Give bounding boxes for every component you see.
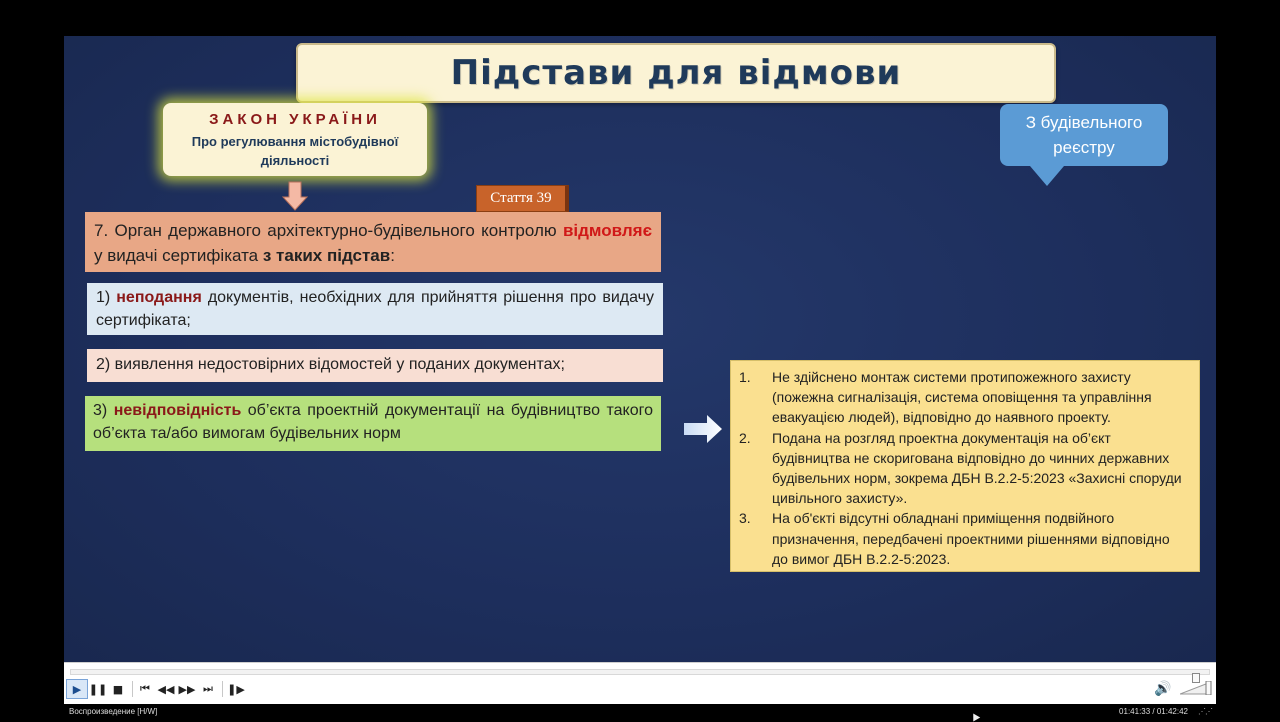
fast-forward-button[interactable]: ▶▶ (178, 682, 196, 696)
ground-item (85, 396, 661, 451)
stop-button[interactable]: ■ (112, 682, 124, 696)
right-arrow-icon (683, 414, 723, 444)
rule-bold: з таких підстав (262, 246, 391, 265)
toolbar-separator (132, 681, 133, 697)
ground-keyword: невідповідність (113, 402, 242, 419)
article-badge: Стаття 39 (476, 185, 569, 212)
finding-number: 1. (739, 369, 751, 385)
law-subtitle: Про регулювання містобудівної діяльності (191, 134, 399, 168)
callout-pointer (1030, 166, 1064, 186)
rule-emphasis: відмовляє (562, 221, 652, 240)
down-arrow-icon (282, 181, 308, 211)
rewind-button[interactable]: ◀◀ (157, 682, 175, 696)
seek-bar[interactable] (70, 669, 1210, 675)
ground-prefix: 1) (96, 289, 117, 306)
previous-button[interactable]: ⏮ (140, 682, 150, 695)
slide-title: Підстави для відмови (450, 53, 902, 93)
finding-text: Не здійснено монтаж системи протипожежного захисту (пожежна сигналізація, система оповіщення та управління евакуацією людей), відповідно до наявного проекту. (772, 369, 1152, 426)
finding-item (739, 367, 1189, 428)
registry-callout: З будівельного реєстру (1000, 104, 1168, 166)
ground-item (87, 283, 663, 335)
ground-text: об’єкта проектній документації на будівництво такого об’єкта та/або вимогам будівельних норм (93, 402, 654, 442)
playback-status: Воспроизведение [H/W] (69, 707, 158, 716)
slide-title-box (296, 43, 1056, 103)
finding-text: Подана на розгляд проектна документація на об’єкт будівництва не скоригована відповідно до чинних державних будівельних норм, зокрема ДБН В.2.2-5:2023 «Захисні споруди цивільного захисту». (772, 429, 1182, 507)
ground-keyword: неподання (116, 289, 202, 306)
volume-slider[interactable] (1180, 681, 1212, 695)
findings-list (739, 367, 1189, 569)
finding-number: 3. (739, 510, 751, 527)
ground-item (87, 349, 663, 382)
rule-text-2: у видачі сертифіката (94, 246, 263, 265)
player-controls (64, 662, 1216, 704)
finding-item (739, 428, 1189, 509)
pause-button[interactable]: ❚❚ (88, 682, 108, 696)
status-bar (64, 704, 1216, 720)
finding-number: 2. (739, 429, 751, 446)
volume-icon[interactable]: 🔊 (1154, 681, 1172, 697)
ground-text: документів, необхідних для прийняття рішення про видачу сертифіката; (96, 289, 655, 329)
rule-statement (85, 212, 661, 272)
resize-grip-icon[interactable]: ⋰⋰ (1198, 707, 1212, 716)
next-button[interactable]: ⏭ (203, 682, 213, 695)
ground-prefix: 3) (93, 402, 114, 419)
play-button[interactable]: ▶ (66, 679, 88, 699)
ground-text: 2) виявлення недостовірних відомостей у поданих документах; (96, 356, 565, 373)
rule-text-3: : (390, 246, 395, 265)
finding-item (739, 508, 1189, 569)
law-reference-box (163, 103, 427, 176)
toolbar-separator (222, 681, 223, 697)
rule-text-1: 7. Орган державного архітектурно-будівельного контролю (94, 221, 563, 240)
frame-step-button[interactable]: ❚▶ (227, 682, 245, 696)
playback-time: 01:41:33 / 01:42:42 (1119, 707, 1188, 716)
law-heading: ЗАКОН УКРАЇНИ (209, 111, 381, 128)
finding-text: На об'єкті відсутні обладнані приміщення подвійного призначення, передбачені проектними рішеннями відповідно до вимог ДБН В.2.2-5:2023. (772, 510, 1170, 567)
findings-box (730, 360, 1200, 572)
